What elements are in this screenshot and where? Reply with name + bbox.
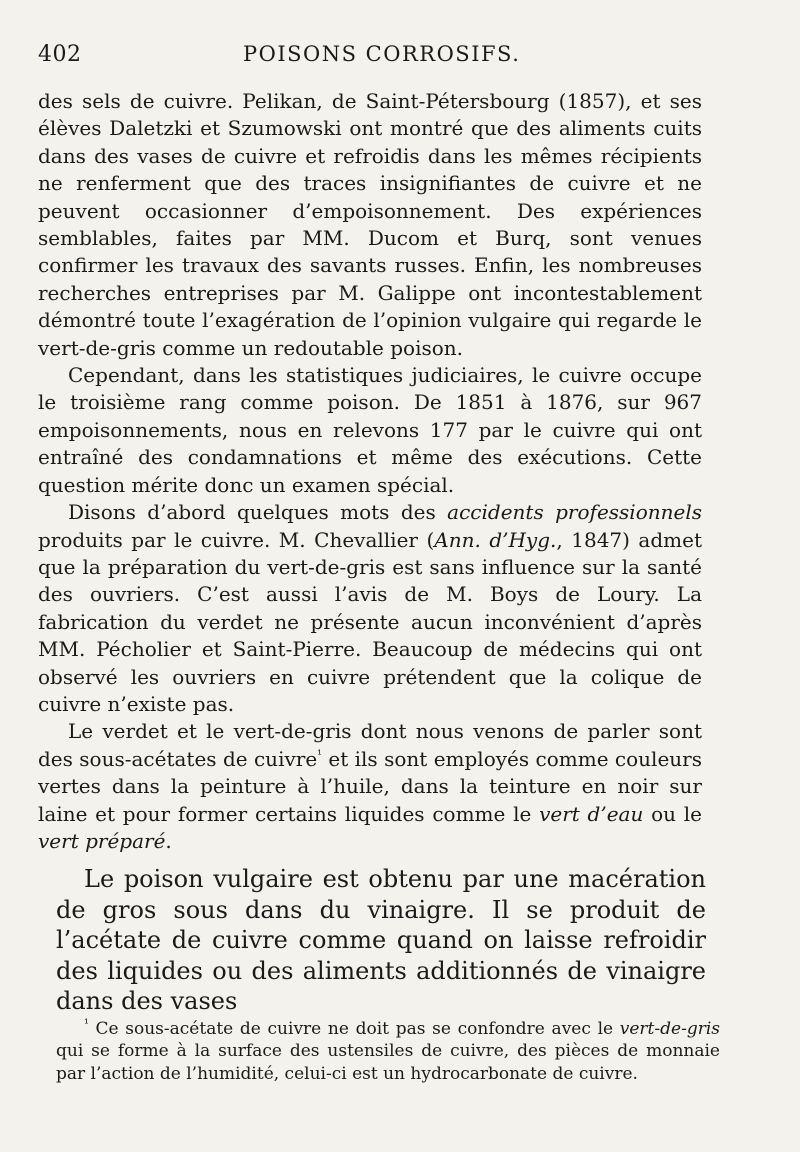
footnote-reference: ¹: [317, 747, 322, 762]
large-paragraph: Le poison vulgaire est obtenu par une macération de gros sous dans du vinaigre. Il se produit de l’acétate de cuivre comme quand on laisse refroidir des liquides ou des aliments additionnés de vinaigre dans des vases: [56, 865, 706, 1015]
body-text: [38, 88, 702, 855]
footnote-text-b: qui se forme à la surface des ustensiles de cuivre, des pièces de monnaie par l’action de l’humidité, celui-ci est un hydrocarbonate de cuivre.: [56, 1041, 720, 1084]
citation-journal: Ann. d’Hyg.: [434, 527, 557, 552]
paragraph-1: des sels de cuivre. Pelikan, de Saint-Pétersbourg (1857), et ses élèves Daletzki et Szumowski ont montré que des aliments cuits dans des vases de cuivre et refroidis dans les mêmes récipients ne renferment que des traces insignifiantes de cuivre et ne peuvent occasionner d’empoisonnement. Des expériences semblables, faites par MM. Ducom et Burq, sont venues confirmer les travaux des savants russes. Enfin, les nombreuses recherches entreprises par M. Galippe ont incontestablement démontré toute l’exagération de l’opinion vulgaire qui regarde le vert-de-gris comme un redoutable poison.: [38, 89, 702, 360]
paragraph-4: [38, 718, 702, 855]
footnote: [56, 1018, 720, 1085]
italic-term-vert-deau: vert d’eau: [539, 801, 644, 826]
running-title: POISONS CORROSIFS.: [243, 42, 521, 66]
large-print-section: [56, 864, 706, 1017]
footnote-mark: ¹: [84, 1016, 89, 1031]
page-header: [38, 42, 758, 78]
paragraph-3-text-b: produits par le cuivre. M. Chevallier (: [38, 527, 435, 552]
italic-term-accidents: accidents professionnels: [447, 500, 702, 525]
footnote-text: [56, 1018, 720, 1085]
footnote-italic-term: vert-de-gris: [619, 1019, 720, 1039]
paragraph-2: Cependant, dans les statistiques judiciaires, le cuivre occupe le troisième rang comme poison. De 1851 à 1876, sur 967 empoisonnements, nous en relevons 177 par le cuivre qui ont entraîné des condamnations et même des exécutions. Cette question mérite donc un examen spécial.: [38, 363, 702, 497]
paragraph-4-text-c: ou le: [643, 801, 702, 826]
footnote-text-a: Ce sous-acétate de cuivre ne doit pas se confondre avec le: [88, 1019, 620, 1039]
paragraph-4-text-a: Le verdet et le vert-de-gris dont nous venons de parler sont des sous-acétates de cuivre: [38, 719, 702, 771]
paragraph-3: [38, 499, 702, 718]
paragraph-4-text-b: et ils sont employés comme couleurs vertes dans la peinture à l’huile, dans la teinture en noir sur laine et pour former certains liquides comme le: [38, 746, 702, 826]
paragraph-4-text-d: .: [165, 828, 172, 853]
italic-term-vert-prepare: vert préparé: [38, 828, 166, 853]
paragraph-3-text-a: Disons d’abord quelques mots des: [68, 500, 448, 525]
page-number: 402: [38, 42, 82, 67]
paragraph-3-text-c: , 1847) admet que la préparation du vert-de-gris est sans influence sur la santé des ouvriers. C’est aussi l’avis de M. Boys de Loury. La fabrication du verdet ne présente aucun inconvénient d’après MM. Pécholier et Saint-Pierre. Beaucoup de médecins qui ont observé les ouvriers en cuivre prétendent que la colique de cuivre n’existe pas.: [38, 527, 702, 716]
